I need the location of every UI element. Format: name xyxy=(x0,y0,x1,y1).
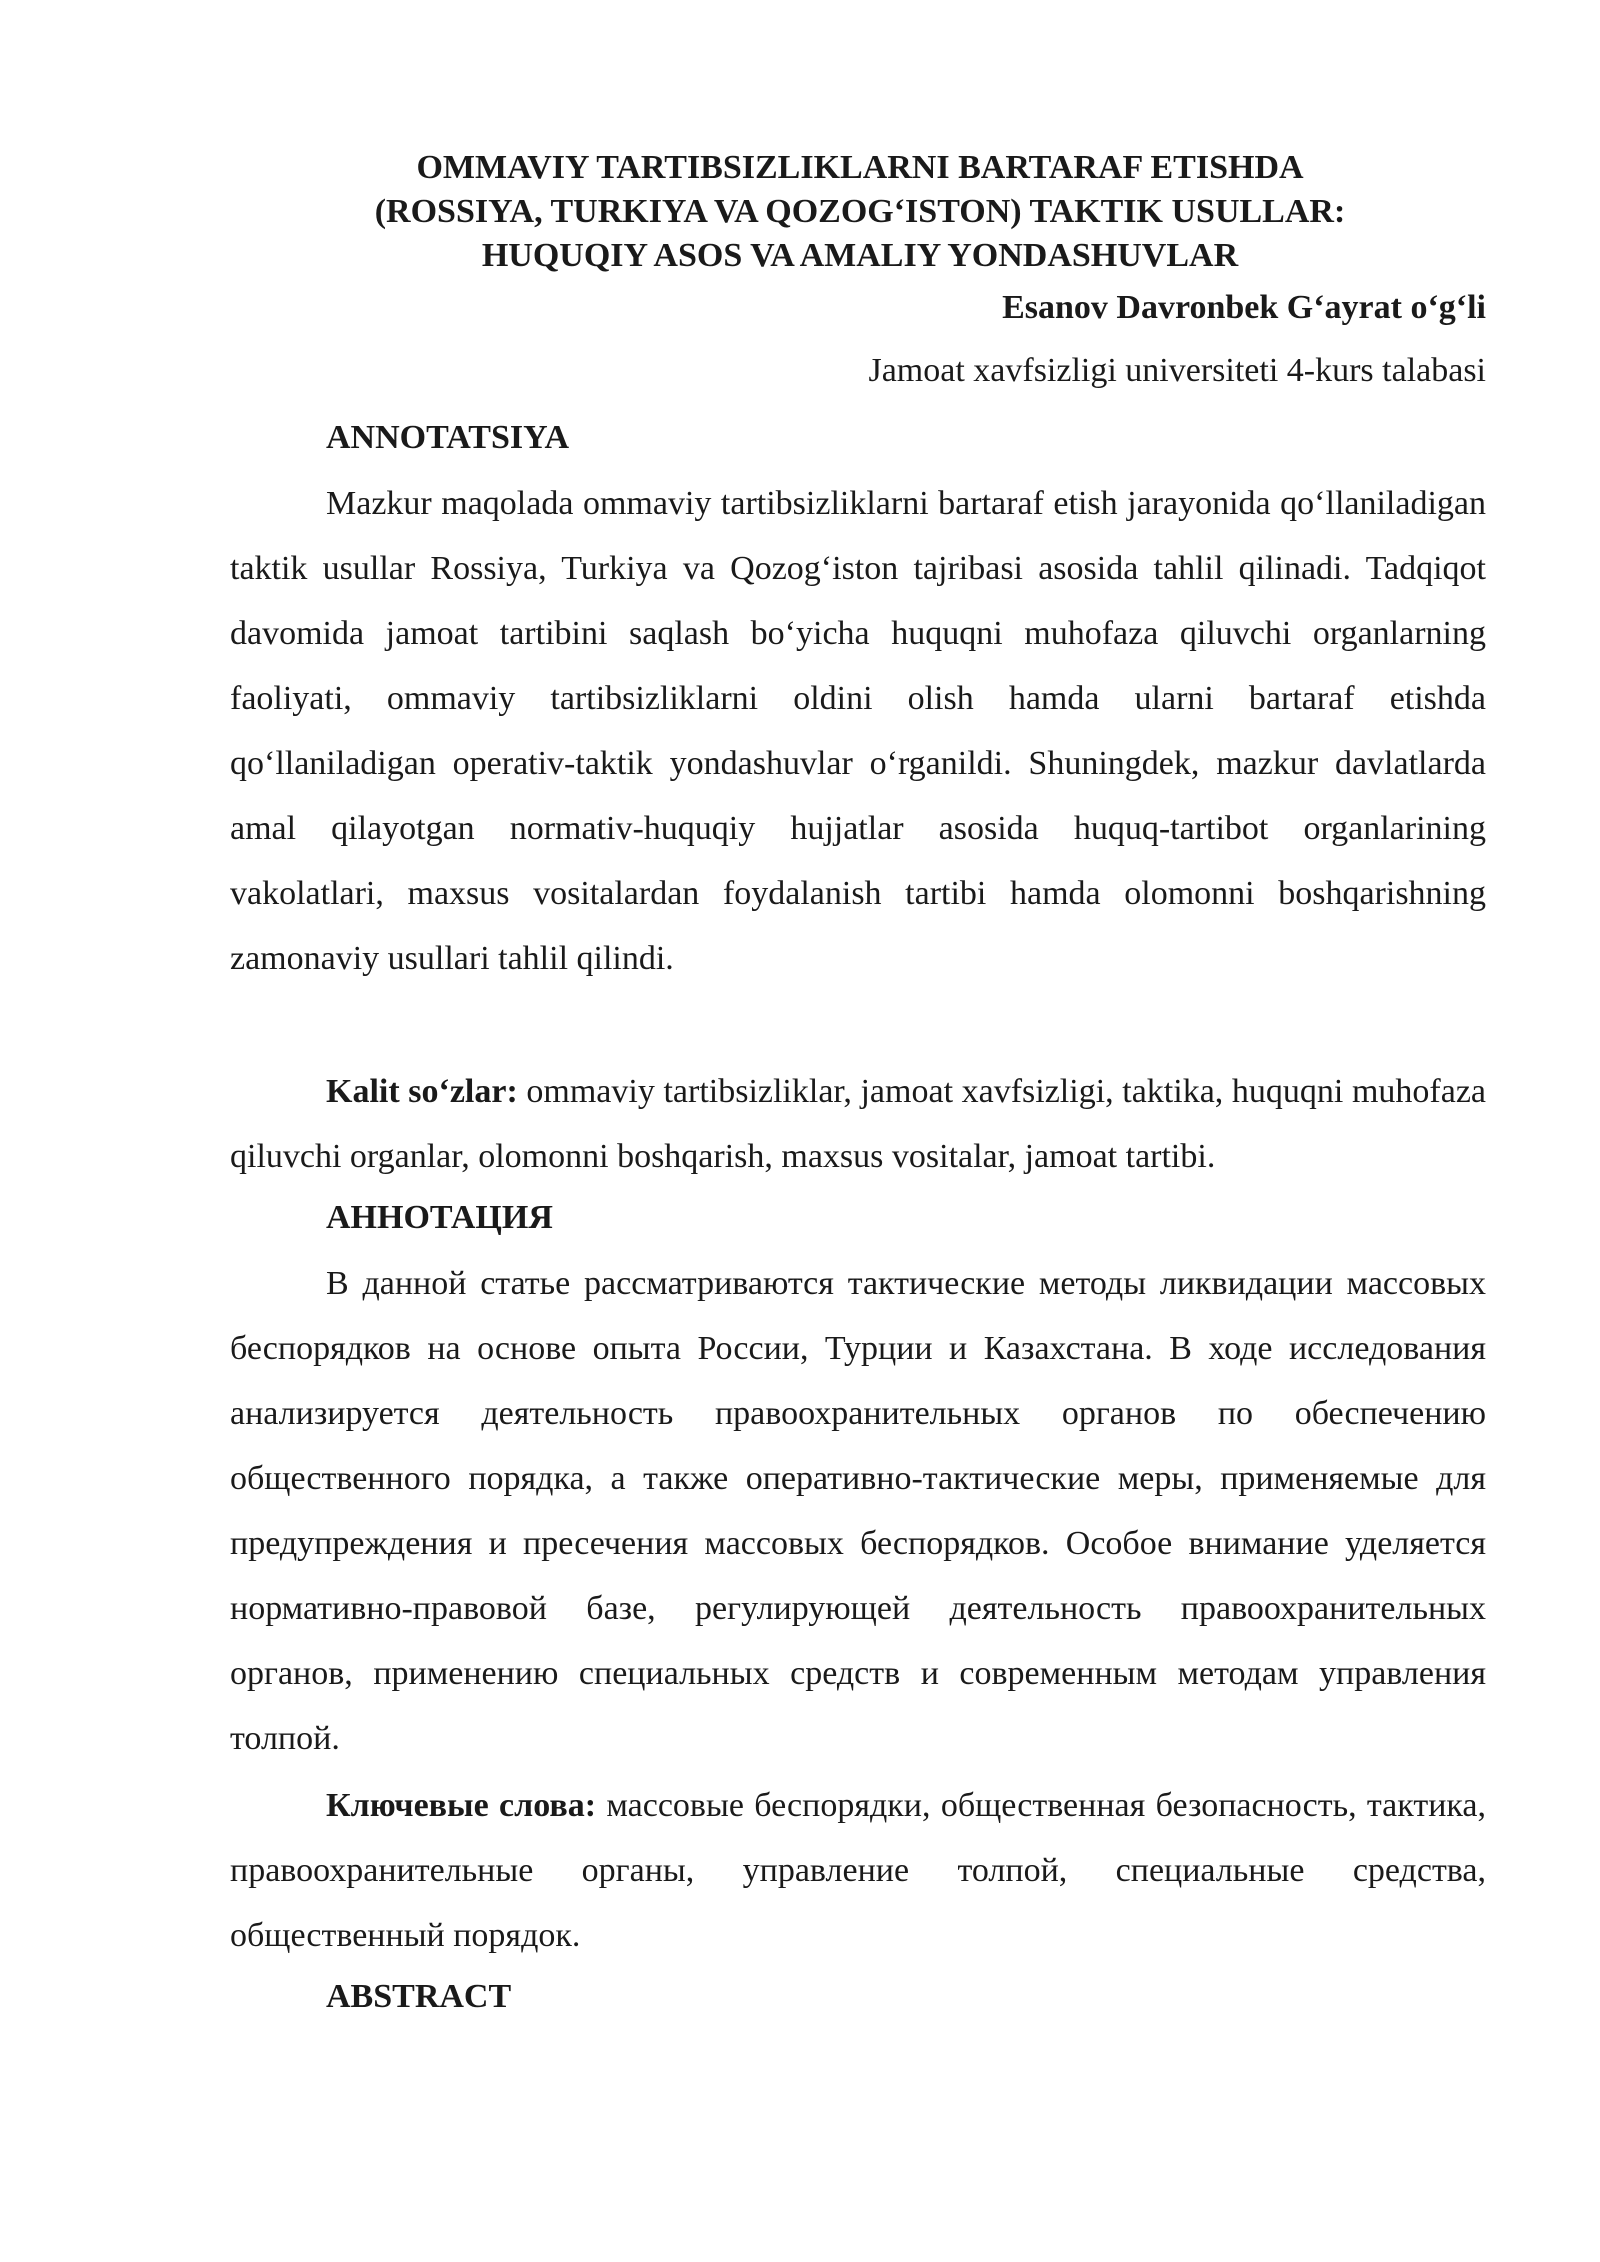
paper-title xyxy=(230,146,1490,278)
ru-annotation-heading: АННОТАЦИЯ xyxy=(326,1199,553,1236)
uz-annotation-heading: ANNOTATSIYA xyxy=(326,419,570,456)
uz-keywords-list: ommaviy tartibsizliklar, jamoat xavfsizligi, taktika, huquqni muhofaza qiluvchi organlar, olomonni boshqarish, maxsus vositalar, jamoat tartibi. xyxy=(230,1073,1487,1175)
uz-keywords xyxy=(230,1059,1486,1189)
uz-keywords-label: Kalit so‘zlar: xyxy=(326,1073,518,1110)
author-affiliation: Jamoat xavfsizligi universiteti 4-kurs talabasi xyxy=(868,352,1486,389)
author-name: Esanov Davronbek G‘ayrat o‘g‘li xyxy=(1002,289,1486,326)
en-abstract-heading: ABSTRACT xyxy=(326,1978,512,2015)
ru-keywords-label: Ключевые слова: xyxy=(326,1787,597,1824)
ru-keywords-list: массовые беспорядки, общественная безопасность, тактика, правоохранительные органы, управление толпой, специальные средства, общественный порядок. xyxy=(230,1787,1486,1954)
ru-keywords xyxy=(230,1773,1486,1968)
title-line-2: (ROSSIYA, TURKIYA VA QOZOG‘ISTON) TAKTIK USULLAR: xyxy=(374,193,1346,230)
title-line-3: HUQUQIY ASOS VA AMALIY YONDASHUVLAR xyxy=(481,237,1239,274)
ru-annotation-text: В данной статье рассматриваются тактические методы ликвидации массовых беспорядков на основе опыта России, Турции и Казахстана. В ходе исследования анализируется деятельность правоохранительных органов по обеспечению общественного порядка, а также оперативно-тактические меры, применяемые для предупреждения и пресечения массовых беспорядков. Особое внимание уделяется нормативно-правовой базе, регулирующей деятельность правоохранительных органов, применению специальных средств и современным методам управления толпой. xyxy=(230,1265,1486,1757)
uz-annotation-text: Mazkur maqolada ommaviy tartibsizliklarni bartaraf etish jarayonida qo‘llaniladigan taktik usullar Rossiya, Turkiya va Qozog‘iston tajribasi asosida tahlil qilinadi. Tadqiqot davomida jamoat tartibini saqlash bo‘yicha huquqni muhofaza qiluvchi organlarning faoliyati, ommaviy tartibsizliklarni oldini olish hamda ularni bartaraf etishda qo‘llaniladigan operativ-taktik yondashuvlar o‘rganildi. Shuningdek, mazkur davlatlarda amal qilayotgan normativ-huquqiy hujjatlar asosida huquq-tartibot organlarining vakolatlari, maxsus vositalardan foydalanish tartibi hamda olomonni boshqarishning zamonaviy usullari tahlil qilindi. xyxy=(230,485,1486,977)
title-line-1: OMMAVIY TARTIBSIZLIKLARNI BARTARAF ETISHDA xyxy=(416,149,1304,186)
